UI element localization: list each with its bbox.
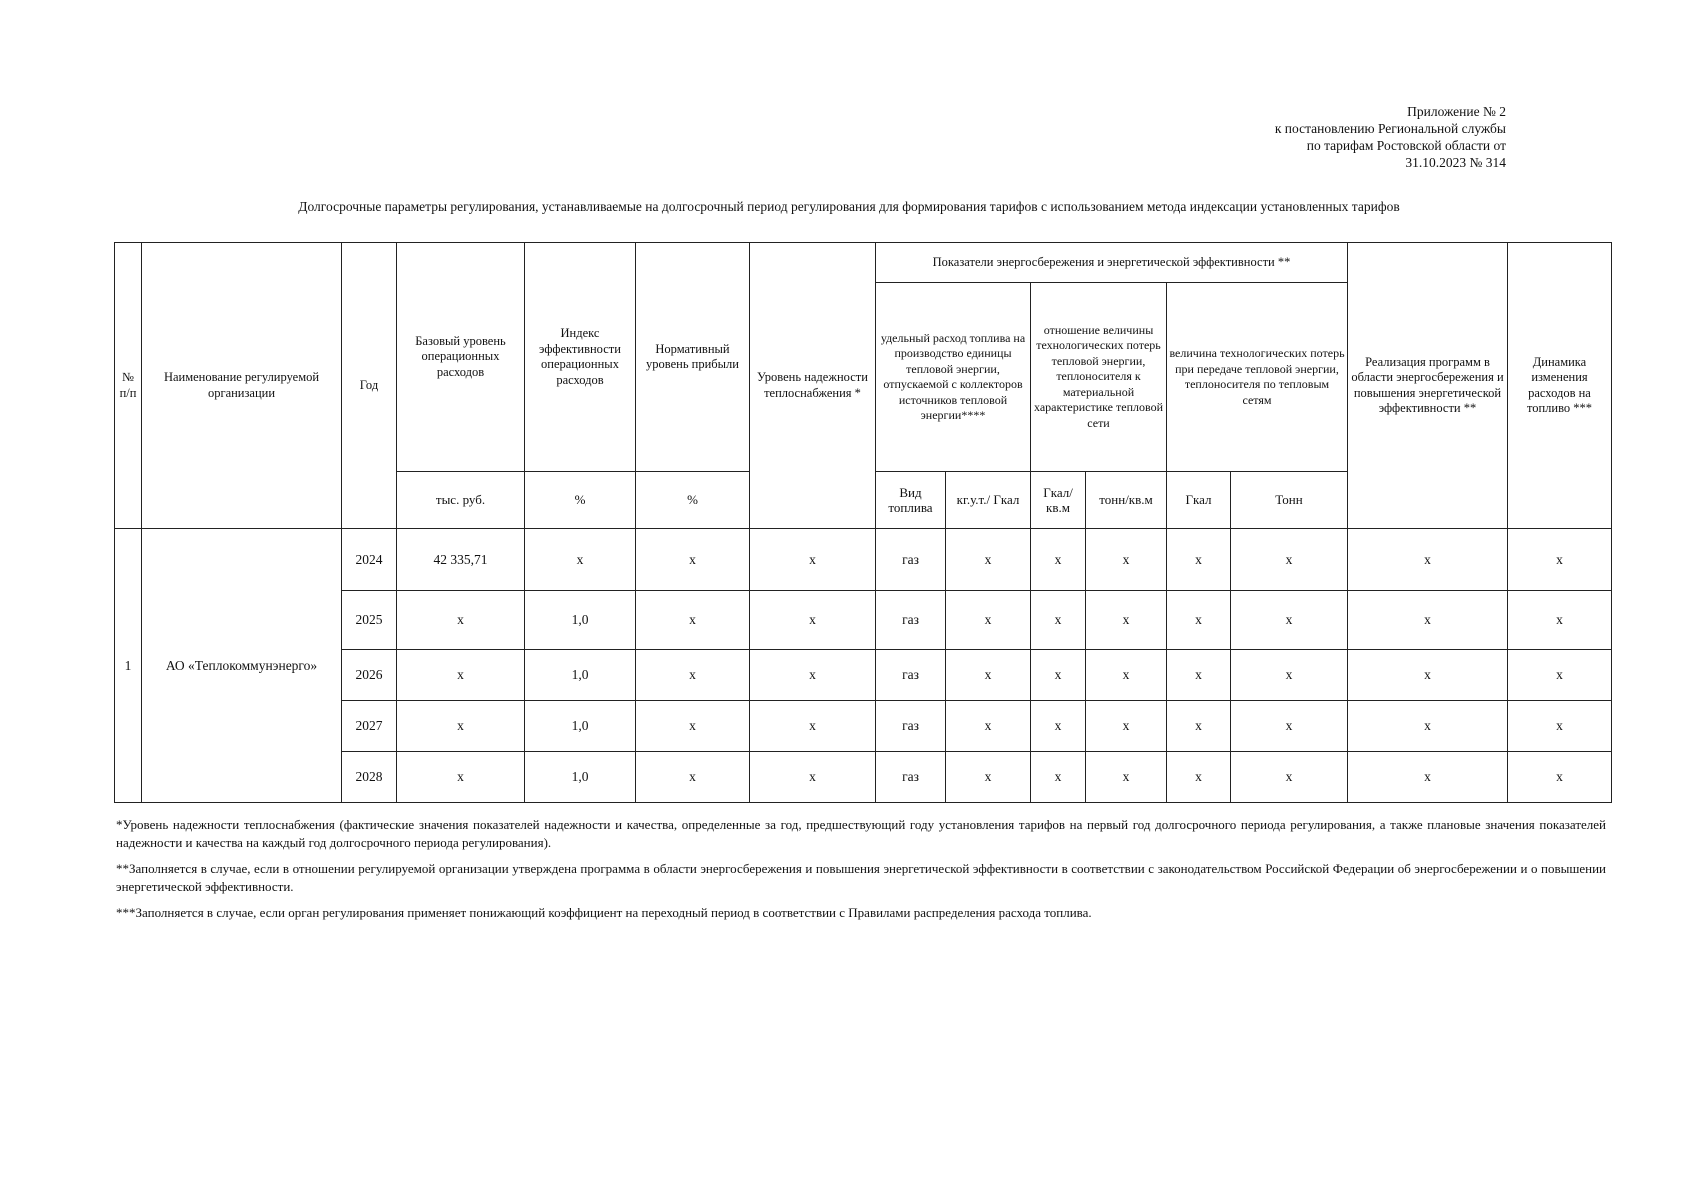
footnote-energy-program: **Заполняется в случае, если в отношении регулируемой организации утверждена программа в области энергосбережения и повышения энергетической эффективности в соответствии с законодательством Российской Федерации об энергосбережении и о повышении энергетической эффективности. [116,861,1606,894]
cell-gcal: x [1167,650,1231,701]
cell-tonn-m: x [1086,529,1167,591]
unit-loss-ratio-gcal: Гкал/ кв.м [1031,472,1086,529]
parameters-table [114,242,1612,803]
cell-fuel-unit: x [946,752,1031,803]
unit-loss-gcal: Гкал [1167,472,1231,529]
cell-index: 1,0 [525,591,636,650]
cell-tonn: x [1231,529,1348,591]
cell-profit: x [636,752,750,803]
header-programs: Реализация программ в области энергосбережения и повышения энергетической эффективности ** [1348,243,1508,529]
cell-tonn: x [1231,752,1348,803]
footnote-reliability: *Уровень надежности теплоснабжения (фактические значения показателей надежности и качества, определенные за год, предшествующий году установления тарифов на первый год долгосрочного периода регулирования, а также плановые значения показателей надежности и качества на каждый год долгосрочного периода регулирования). [116,817,1606,850]
footnote-fuel-coefficient: ***Заполняется в случае, если орган регулирования применяет понижающий коэффициент на переходный период в соответствии с Правилами распределения расхода топлива. [116,905,1092,920]
header-energy-group: Показатели энергосбережения и энергетической эффективности ** [876,243,1348,283]
cell-reliability: x [750,591,876,650]
header-efficiency-index: Индекс эффективности операционных расходов [525,243,636,472]
header-year: Год [342,243,397,529]
table-row [115,529,1612,591]
cell-fuel-unit: x [946,529,1031,591]
cell-index: 1,0 [525,650,636,701]
header-fuel-dynamics: Динамика изменения расходов на топливо *** [1508,243,1612,529]
cell-reliability: x [750,529,876,591]
unit-loss-ratio-tonn: тонн/кв.м [1086,472,1167,529]
cell-profit: x [636,650,750,701]
cell-profit: x [636,701,750,752]
cell-tonn: x [1231,650,1348,701]
org-name: АО «Теплокоммунэнерго» [142,529,342,803]
appendix-line: к постановлению Региональной службы [1274,121,1506,136]
cell-gcal-m: x [1031,529,1086,591]
appendix-line: 31.10.2023 № 314 [1405,155,1506,170]
header-num: № п/п [115,243,142,529]
cell-tonn: x [1231,591,1348,650]
appendix-line: Приложение № 2 [1407,104,1506,119]
appendix-block [1186,103,1506,171]
cell-fuel: газ [876,591,946,650]
cell-gcal: x [1167,591,1231,650]
cell-base: x [397,701,525,752]
cell-fuel: газ [876,701,946,752]
cell-index: 1,0 [525,752,636,803]
unit-fuel: кг.у.т./ Гкал [946,472,1031,529]
cell-dynamics: x [1508,591,1612,650]
cell-fuel-unit: x [946,650,1031,701]
cell-gcal: x [1167,752,1231,803]
cell-year: 2024 [342,529,397,591]
cell-base: x [397,591,525,650]
cell-dynamics: x [1508,752,1612,803]
cell-dynamics: x [1508,650,1612,701]
document-title: Долгосрочные параметры регулирования, устанавливаемые на долгосрочный период регулирования для формирования тарифов с использованием метода индексации установленных тарифов [298,199,1400,214]
cell-dynamics: x [1508,701,1612,752]
cell-tonn-m: x [1086,752,1167,803]
cell-base: x [397,752,525,803]
cell-tonn-m: x [1086,650,1167,701]
header-org-name: Наименование регулируемой организации [142,243,342,529]
unit-fuel-type: Вид топлива [876,472,946,529]
cell-profit: x [636,591,750,650]
header-fuel-consumption: удельный расход топлива на производство единицы тепловой энергии, отпускаемой с коллекторов источников тепловой энергии**** [876,283,1031,472]
cell-profit: x [636,529,750,591]
cell-programs: x [1348,752,1508,803]
cell-programs: x [1348,650,1508,701]
org-number: 1 [115,529,142,803]
cell-tonn-m: x [1086,701,1167,752]
cell-fuel: газ [876,529,946,591]
cell-gcal: x [1167,529,1231,591]
cell-fuel-unit: x [946,591,1031,650]
cell-gcal-m: x [1031,650,1086,701]
cell-dynamics: x [1508,529,1612,591]
unit-base-level: тыс. руб. [397,472,525,529]
cell-reliability: x [750,650,876,701]
unit-efficiency-index: % [525,472,636,529]
unit-loss-tonn: Тонн [1231,472,1348,529]
cell-reliability: x [750,752,876,803]
header-profit-level: Нормативный уровень прибыли [636,243,750,472]
cell-gcal-m: x [1031,591,1086,650]
unit-profit-level: % [636,472,750,529]
cell-base: x [397,650,525,701]
cell-year: 2025 [342,591,397,650]
cell-gcal-m: x [1031,701,1086,752]
header-loss-value: величина технологических потерь при передаче тепловой энергии, теплоносителя по тепловым сетям [1167,283,1348,472]
cell-reliability: x [750,701,876,752]
header-reliability: Уровень надежности теплоснабжения * [750,243,876,529]
cell-gcal-m: x [1031,752,1086,803]
cell-year: 2028 [342,752,397,803]
cell-tonn: x [1231,701,1348,752]
cell-year: 2027 [342,701,397,752]
cell-gcal: x [1167,701,1231,752]
cell-year: 2026 [342,650,397,701]
cell-fuel: газ [876,650,946,701]
appendix-line: по тарифам Ростовской области от [1306,138,1506,153]
cell-tonn-m: x [1086,591,1167,650]
header-loss-ratio: отношение величины технологических потерь тепловой энергии, теплоносителя к материальной характеристике тепловой сети [1031,283,1167,472]
cell-programs: x [1348,591,1508,650]
cell-index: 1,0 [525,701,636,752]
header-base-level: Базовый уровень операционных расходов [397,243,525,472]
cell-index: x [525,529,636,591]
cell-fuel-unit: x [946,701,1031,752]
cell-base: 42 335,71 [397,529,525,591]
cell-programs: x [1348,701,1508,752]
cell-programs: x [1348,529,1508,591]
cell-fuel: газ [876,752,946,803]
